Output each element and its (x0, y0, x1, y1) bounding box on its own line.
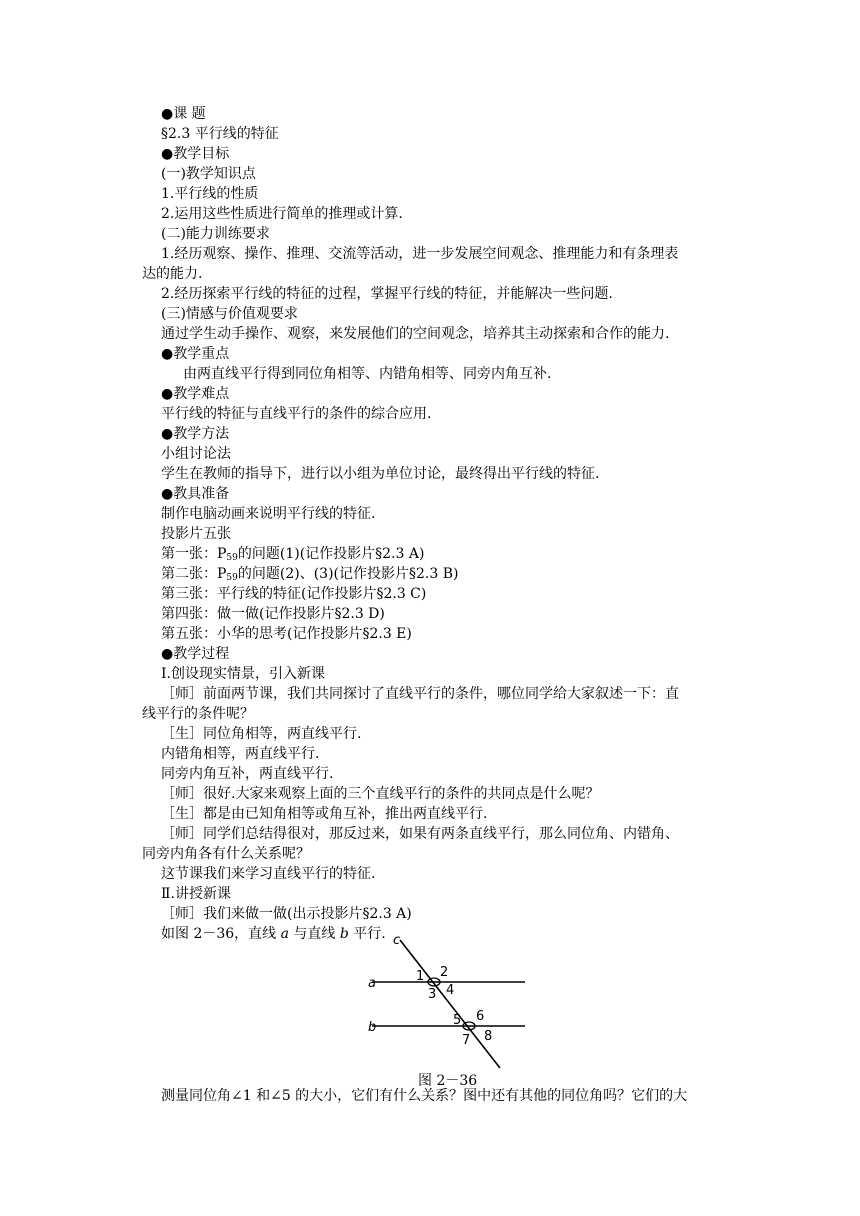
paragraph: ［生］都是由已知角相等或角互补，推出两直线平行. (161, 806, 488, 822)
paragraph: ［师］前面两节课，我们共同探讨了直线平行的条件，哪位同学给大家叙述一下：直 (161, 686, 679, 702)
section-heading-objectives: ●教学目标 (161, 146, 230, 162)
paragraph: 1.经历观察、操作、推理、交流等活动，进一步发展空间观念、推理能力和有条理表 (161, 246, 679, 262)
paragraph: 小组讨论法 (161, 446, 231, 462)
paragraph: 制作电脑动画来说明平行线的特征. (161, 506, 376, 522)
section-heading-materials: ●教具准备 (161, 486, 230, 502)
section-heading-key-point: ●教学重点 (161, 346, 230, 362)
paragraph: 投影片五张 (161, 526, 231, 542)
slide-item-5: 第五张：小华的思考(记作投影片§2.3 E) (161, 626, 412, 642)
paragraph: 测量同位角∠1 和∠5 的大小，它们有什么关系？图中还有其他的同位角吗？它们的大 (161, 1088, 688, 1104)
section-heading-difficulty: ●教学难点 (161, 386, 230, 402)
label-angle-1: 1 (416, 969, 425, 984)
paragraph: 平行线的特征与直线平行的条件的综合应用. (161, 406, 432, 422)
parallel-lines-figure (360, 930, 530, 1070)
slide-item-1: 第一张：$P_{59}$的问题(1)(记作投影片§2.3 A) (161, 546, 425, 563)
section-heading-process: ●教学过程 (161, 646, 230, 662)
paragraph: ［生］同位角相等，两直线平行. (161, 726, 362, 742)
label-angle-6: 6 (476, 1009, 485, 1024)
lesson-title: §2.3 平行线的特征 (161, 126, 279, 142)
figure-caption: 图 2－36 (418, 1073, 478, 1089)
slide-item-4: 第四张：做一做(记作投影片§2.3 D) (161, 606, 385, 622)
paragraph: 通过学生动手操作、观察，来发展他们的空间观念，培养其主动探索和合作的能力. (161, 326, 670, 342)
paragraph: 达的能力. (142, 266, 203, 282)
paragraph: ［师］同学们总结得很对，那反过来，如果有两条直线平行，那么同位角、内错角、 (161, 826, 679, 842)
paragraph: ［师］很好.大家来观察上面的三个直线平行的条件的共同点是什么呢？ (161, 786, 600, 802)
sub-heading: (一)教学知识点 (161, 166, 256, 182)
label-b: b (368, 1020, 377, 1035)
paragraph: 这节课我们来学习直线平行的特征. (161, 866, 376, 882)
slide-item-2: 第二张：$P_{59}$的问题(2)、(3)(记作投影片§2.3 B) (161, 566, 459, 583)
label-angle-7: 7 (462, 1033, 471, 1048)
paragraph: 内错角相等，两直线平行. (161, 746, 320, 762)
paragraph: 线平行的条件呢？ (142, 706, 254, 722)
sub-heading: Ⅰ.创设现实情景，引入新课 (161, 666, 325, 682)
sub-heading: (二)能力训练要求 (161, 226, 270, 242)
paragraph: 由两直线平行得到同位角相等、内错角相等、同旁内角互补. (183, 366, 552, 382)
paragraph: 同旁内角各有什么关系呢？ (142, 846, 310, 862)
section-heading-topic: ●课 题 (161, 106, 206, 122)
sub-heading: (三)情感与价值观要求 (161, 306, 298, 322)
sub-heading: Ⅱ.讲授新课 (161, 886, 231, 902)
section-heading-method: ●教学方法 (161, 426, 230, 442)
paragraph: 同旁内角互补，两直线平行. (161, 766, 334, 782)
label-angle-8: 8 (484, 1029, 493, 1044)
slide-item-3: 第三张：平行线的特征(记作投影片§2.3 C) (161, 586, 427, 602)
label-angle-4: 4 (446, 983, 455, 998)
line-c (400, 940, 500, 1068)
paragraph: 如图 2－36，直线 a 与直线 b 平行. (161, 926, 386, 942)
paragraph: 1.平行线的性质 (161, 186, 259, 202)
paragraph: 学生在教师的指导下，进行以小组为单位讨论，最终得出平行线的特征. (161, 466, 600, 482)
label-c: c (393, 933, 401, 948)
paragraph: 2.经历探索平行线的特征的过程，掌握平行线的特征，并能解决一些问题. (161, 286, 613, 302)
paragraph: ［师］我们来做一做(出示投影片§2.3 A) (161, 906, 412, 922)
label-angle-3: 3 (428, 987, 437, 1002)
label-angle-5: 5 (453, 1013, 462, 1028)
label-a: a (368, 976, 376, 991)
paragraph: 2.运用这些性质进行简单的推理或计算. (161, 206, 403, 222)
label-angle-2: 2 (440, 965, 449, 980)
